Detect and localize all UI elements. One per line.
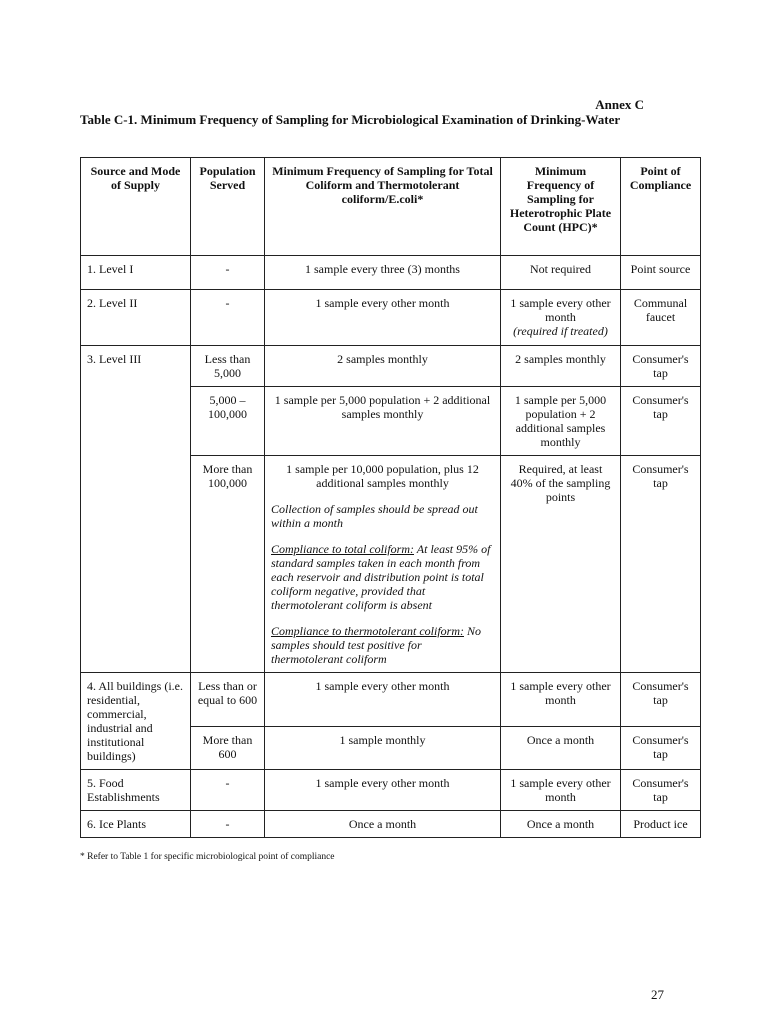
cell-compliance: Consumer's tap — [621, 387, 701, 456]
table-row — [81, 290, 701, 346]
table-row — [81, 770, 701, 811]
cell-source: 6. Ice Plants — [81, 811, 191, 838]
sampling-frequency-table — [80, 157, 701, 838]
header-population: Population Served — [191, 158, 265, 256]
cell-freq-coliform — [265, 456, 501, 673]
sample-spread-note: Collection of samples should be spread out within a month — [271, 502, 478, 530]
cell-compliance: Consumer's tap — [621, 456, 701, 673]
header-source: Source and Mode of Supply — [81, 158, 191, 256]
freq-hpc-note: (required if treated) — [513, 324, 608, 338]
cell-population: - — [191, 770, 265, 811]
cell-population: - — [191, 256, 265, 290]
table-row — [81, 673, 701, 727]
cell-population: More than 100,000 — [191, 456, 265, 673]
cell-freq-coliform: 1 sample every three (3) months — [265, 256, 501, 290]
cell-freq-coliform: 2 samples monthly — [265, 346, 501, 387]
cell-compliance: Consumer's tap — [621, 673, 701, 727]
cell-freq-hpc: 1 sample per 5,000 population + 2 additional samples monthly — [501, 387, 621, 456]
freq-hpc-text: 1 sample every other month — [510, 296, 611, 324]
cell-freq-hpc: 1 sample every other month — [501, 770, 621, 811]
cell-population: Less than 5,000 — [191, 346, 265, 387]
cell-compliance: Consumer's tap — [621, 770, 701, 811]
cell-source: 3. Level III — [81, 346, 191, 673]
cell-compliance: Product ice — [621, 811, 701, 838]
cell-population: 5,000 – 100,000 — [191, 387, 265, 456]
cell-freq-coliform: 1 sample per 5,000 population + 2 additional samples monthly — [265, 387, 501, 456]
cell-compliance: Consumer's tap — [621, 346, 701, 387]
cell-population: Less than or equal to 600 — [191, 673, 265, 727]
cell-source: 2. Level II — [81, 290, 191, 346]
cell-compliance: Point source — [621, 256, 701, 290]
cell-freq-hpc: 2 samples monthly — [501, 346, 621, 387]
table-footnote: * Refer to Table 1 for specific microbiological point of compliance — [80, 852, 335, 862]
cell-population: - — [191, 811, 265, 838]
cell-freq-coliform: 1 sample every other month — [265, 770, 501, 811]
compliance-total-coliform — [271, 542, 494, 612]
cell-source: 4. All buildings (i.e. residential, commercial, industrial and institutional buildings) — [81, 673, 191, 770]
compliance-total-label: Compliance to total coliform: — [271, 542, 414, 556]
compliance-thermo-text: No samples should test positive for thermotolerant coliform — [271, 624, 481, 666]
cell-compliance: Consumer's tap — [621, 727, 701, 770]
table-row — [81, 811, 701, 838]
table-row — [81, 346, 701, 387]
cell-freq-hpc: 1 sample every other month — [501, 673, 621, 727]
cell-freq-hpc — [501, 290, 621, 346]
cell-freq-coliform: 1 sample every other month — [265, 673, 501, 727]
cell-population: - — [191, 290, 265, 346]
table-row — [81, 256, 701, 290]
freq-coliform-text: 1 sample per 10,000 population, plus 12 additional samples monthly — [286, 462, 479, 490]
header-compliance: Point of Compliance — [621, 158, 701, 256]
page-number: 27 — [651, 987, 664, 1002]
cell-source: 1. Level I — [81, 256, 191, 290]
cell-freq-hpc: Once a month — [501, 727, 621, 770]
cell-freq-coliform: 1 sample monthly — [265, 727, 501, 770]
cell-freq-hpc: Not required — [501, 256, 621, 290]
table-title: Table C-1. Minimum Frequency of Sampling for Microbiological Examination of Drinking-Water — [80, 112, 621, 127]
compliance-total-text: At least 95% of standard samples taken in each month from each reservoir and distribution point is total coliform negative, provided that thermotolerant coliform is absent — [271, 542, 491, 612]
cell-freq-hpc: Required, at least 40% of the sampling points — [501, 456, 621, 673]
compliance-thermotolerant-coliform — [271, 624, 494, 666]
table-header-row — [81, 158, 701, 256]
header-freq-hpc: Minimum Frequency of Sampling for Heterotrophic Plate Count (HPC)* — [501, 158, 621, 256]
cell-freq-hpc: Once a month — [501, 811, 621, 838]
compliance-thermo-label: Compliance to thermotolerant coliform: — [271, 624, 464, 638]
cell-compliance: Communal faucet — [621, 290, 701, 346]
cell-freq-coliform: 1 sample every other month — [265, 290, 501, 346]
annex-label: Annex C — [595, 97, 644, 112]
cell-source: 5. Food Establishments — [81, 770, 191, 811]
header-freq-coliform: Minimum Frequency of Sampling for Total Coliform and Thermotolerant coliform/E.coli* — [265, 158, 501, 256]
cell-population: More than 600 — [191, 727, 265, 770]
cell-freq-coliform: Once a month — [265, 811, 501, 838]
